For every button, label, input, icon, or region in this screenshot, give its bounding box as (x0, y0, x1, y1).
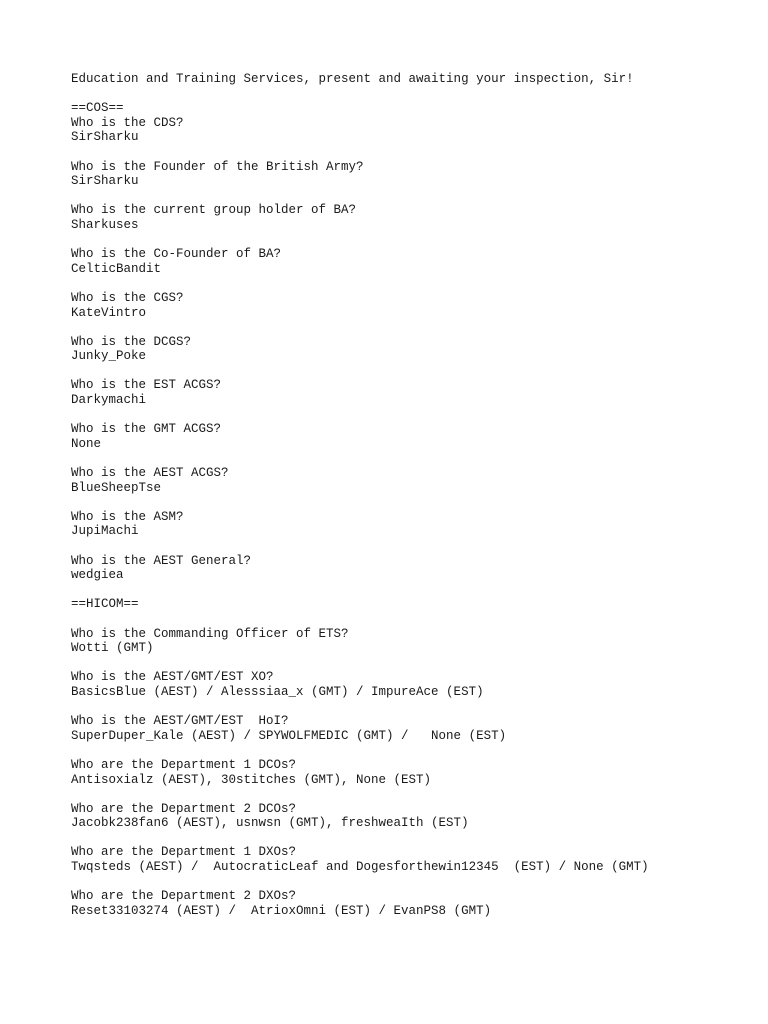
question: Who is the Founder of the British Army? (71, 159, 364, 174)
qa-item (71, 627, 751, 656)
answer: Darkymachi (71, 393, 147, 408)
answer: Sharkuses (71, 217, 139, 232)
section-hicom (71, 597, 751, 918)
question: Who are the Department 1 DXOs? (71, 845, 297, 860)
qa-item (71, 203, 751, 232)
answer: Antisoxialz (AEST), 30stitches (GMT), None (EST) (71, 772, 432, 787)
answer: BlueSheepTse (71, 480, 162, 495)
question: Who is the DCGS? (71, 334, 192, 349)
qa-item (71, 378, 751, 407)
answer: BasicsBlue (AEST) / Alesssiaa_x (GMT) / ImpureAce (EST) (71, 684, 484, 699)
answer: Jacobk238fan6 (AEST), usnwsn (GMT), freshweaIth (EST) (71, 816, 469, 831)
answer: KateVintro (71, 305, 147, 320)
question: Who is the current group holder of BA? (71, 203, 357, 218)
answer: CelticBandit (71, 261, 162, 276)
qa-item (71, 422, 751, 451)
document-body (71, 72, 751, 933)
question: Who is the EST ACGS? (71, 378, 222, 393)
answer: SuperDuper_Kale (AEST) / SPYWOLFMEDIC (GMT) / None (EST) (71, 728, 507, 743)
qa-item (71, 554, 751, 583)
qa-item (71, 802, 751, 831)
question: Who is the ASM? (71, 509, 184, 524)
answer: wedgiea (71, 568, 124, 583)
answer: Twqsteds (AEST) / AutocraticLeaf and Dogesforthewin12345 (EST) / None (GMT) (71, 860, 649, 875)
section-heading: ==HICOM== (71, 597, 139, 612)
qa-item (71, 889, 751, 918)
intro-line: Education and Training Services, present and awaiting your inspection, Sir! (71, 72, 634, 86)
question: Who is the AEST/GMT/EST HoI? (71, 714, 289, 729)
qa-item (71, 335, 751, 364)
question: Who is the CGS? (71, 290, 184, 305)
question: Who is the CDS? (71, 115, 184, 130)
question: Who are the Department 2 DXOs? (71, 889, 297, 904)
question: Who are the Department 2 DCOs? (71, 801, 297, 816)
answer: Wotti (GMT) (71, 641, 154, 656)
question: Who are the Department 1 DCOs? (71, 757, 297, 772)
spacer (71, 87, 751, 102)
qa-item (71, 510, 751, 539)
question: Who is the Co-Founder of BA? (71, 247, 282, 262)
qa-item (71, 116, 751, 145)
qa-item (71, 160, 751, 189)
question: Who is the Commanding Officer of ETS? (71, 626, 349, 641)
answer: SirSharku (71, 130, 139, 145)
section-heading: ==COS== (71, 101, 124, 116)
answer: Reset33103274 (AEST) / AtrioxOmni (EST) / EvanPS8 (GMT) (71, 903, 492, 918)
qa-item (71, 247, 751, 276)
answer: None (71, 436, 102, 451)
question: Who is the AEST ACGS? (71, 466, 229, 481)
question: Who is the GMT ACGS? (71, 422, 222, 437)
qa-item (71, 466, 751, 495)
qa-item (71, 291, 751, 320)
question: Who is the AEST General? (71, 553, 252, 568)
qa-item (71, 845, 751, 874)
answer: SirSharku (71, 174, 139, 189)
qa-item (71, 758, 751, 787)
question: Who is the AEST/GMT/EST XO? (71, 670, 274, 685)
spacer (71, 612, 751, 627)
section-cos (71, 101, 751, 583)
answer: JupiMachi (71, 524, 139, 539)
answer: Junky_Poke (71, 349, 147, 364)
qa-item (71, 670, 751, 699)
qa-item (71, 714, 751, 743)
